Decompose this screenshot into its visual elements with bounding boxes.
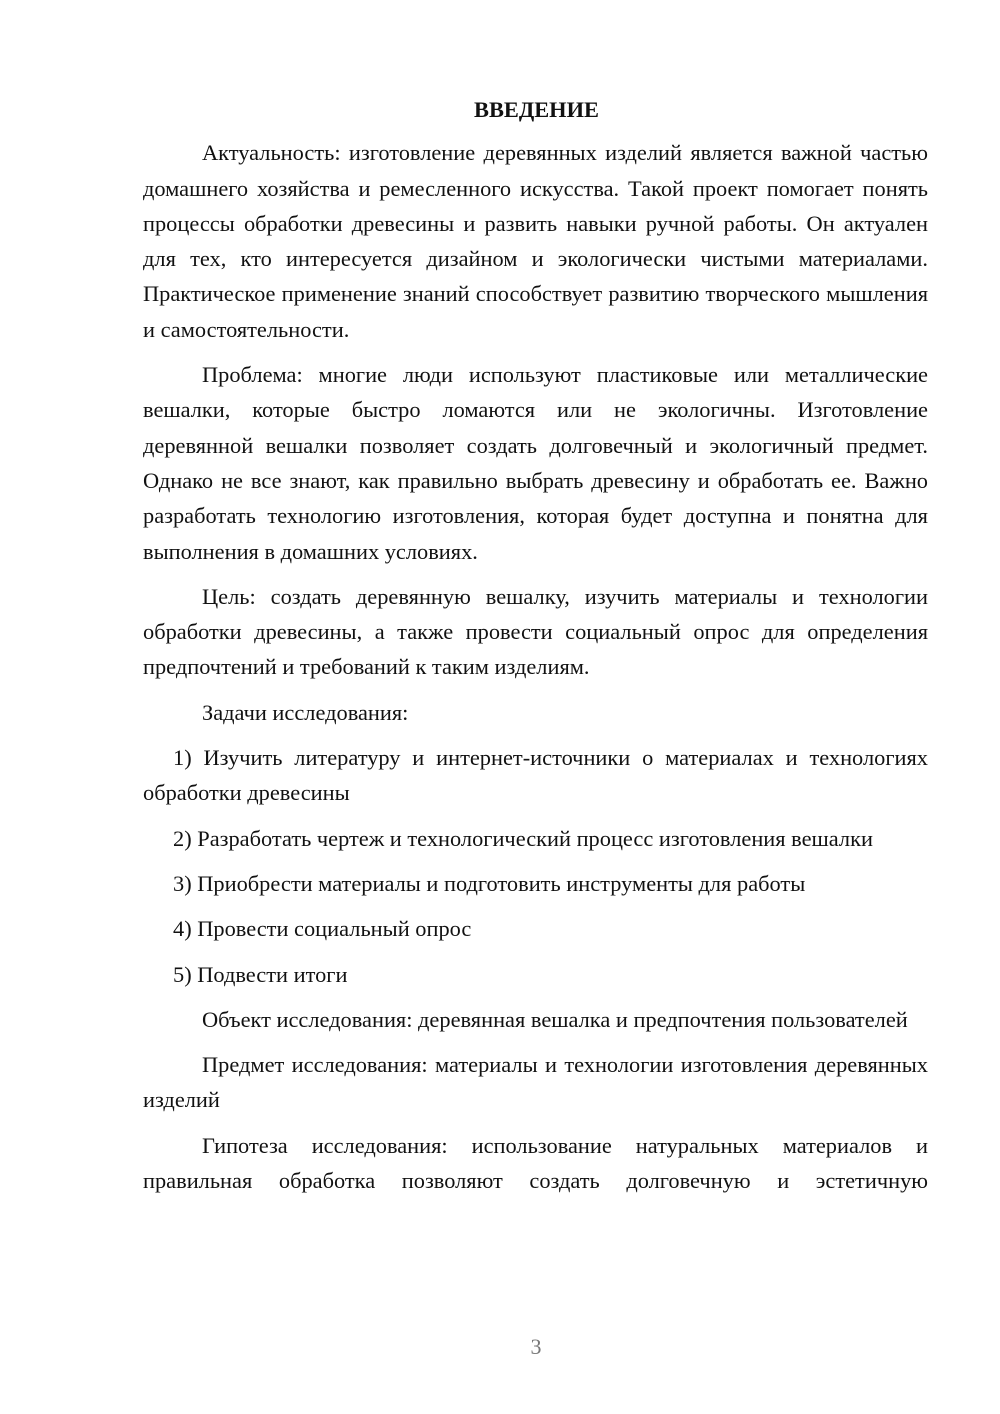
relevance-paragraph: Актуальность: изготовление деревянных изделий является важной частью домашнего хозяйства и ремесленного искусства. Такой проект помогает понять процессы обработки древесины и развить навыки ручной работы. Он актуален для тех, кто интересуется дизайном и экологически чистыми материалами. Практическое применение знаний способствует развитию творческого мышления и самостоятельности.: [143, 140, 928, 342]
page-content: [143, 92, 928, 1208]
goal-paragraph: Цель: создать деревянную вешалку, изучить материалы и технологии обработки древесины, а также провести социальный опрос для определения предпочтений и требований к таким изделиям.: [143, 583, 928, 680]
task-item-2: 2) Разработать чертеж и технологический процесс изготовления вешалки: [173, 825, 873, 851]
task-item-4: 4) Провести социальный опрос: [173, 916, 472, 942]
section-heading: ВВЕДЕНИЕ: [474, 97, 599, 122]
task-item-3: 3) Приобрести материалы и подготовить инструменты для работы: [173, 870, 806, 896]
hypothesis-paragraph: Гипотеза исследования: использование натуральных материалов и правильная обработка позволяют создать долговечную и эстетичную: [143, 1132, 928, 1194]
problem-paragraph: Проблема: многие люди используют пластиковые или металлические вешалки, которые быстро ломаются или не экологичны. Изготовление деревянной вешалки позволяет создать долговечный и экологичный предмет. Однако не все знают, как правильно выбрать древесину и обработать ее. Важно разработать технологию изготовления, которая будет доступна и понятна для выполнения в домашних условиях.: [143, 362, 928, 564]
tasks-title: Задачи исследования:: [202, 699, 409, 725]
page-number: 3: [530, 1334, 542, 1359]
task-item-5: 5) Подвести итоги: [173, 961, 348, 987]
subject-paragraph: Предмет исследования: материалы и технологии изготовления деревянных изделий: [143, 1052, 928, 1113]
object-paragraph: Объект исследования: деревянная вешалка и предпочтения пользователей: [202, 1006, 908, 1032]
task-item-1: 1) Изучить литературу и интернет-источники о материалах и технологиях обработки древесины: [143, 745, 928, 806]
